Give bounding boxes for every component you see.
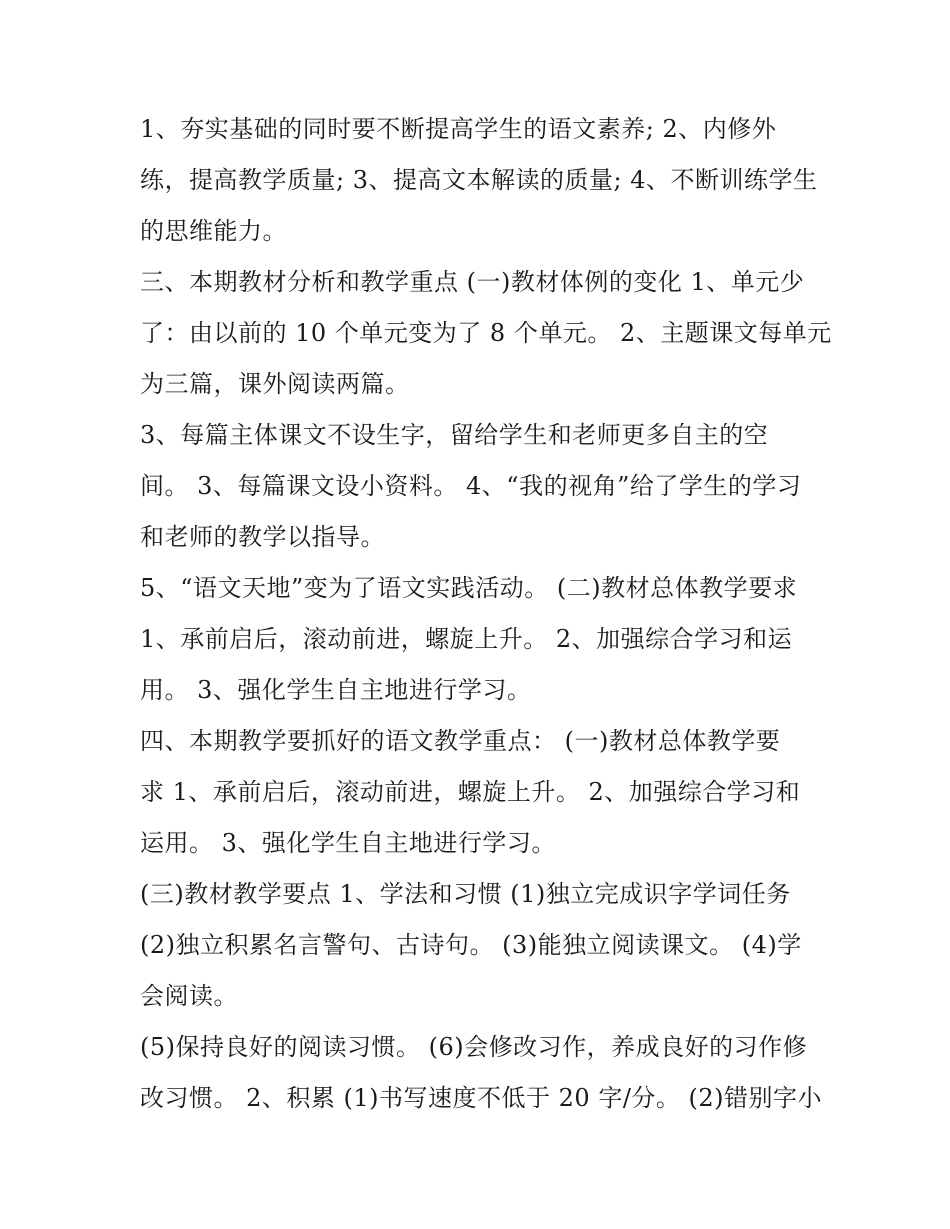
paragraph-3 — [140, 410, 820, 563]
text-line: 5、“语文天地”变为了语文实践活动。 (二)教材总体教学要求 — [140, 574, 798, 602]
text-line: 运用。 3、强化学生自主地进行学习。 — [140, 829, 556, 857]
text-line: 和老师的教学以指导。 — [140, 523, 385, 551]
paragraph-5 — [140, 716, 820, 869]
text-line: 1、承前启后，滚动前进，螺旋上升。 2、加强综合学习和运 — [140, 625, 793, 653]
text-line: 间。 3、每篇课文设小资料。 4、“我的视角”给了学生的学习 — [140, 472, 802, 500]
paragraph-6 — [140, 869, 820, 1022]
text-line: 1、夯实基础的同时要不断提高学生的语文素养; 2、内修外 — [140, 115, 777, 143]
document-body — [140, 104, 832, 1124]
text-line: 用。 3、强化学生自主地进行学习。 — [140, 676, 532, 704]
text-line: (三)教材教学要点 1、学法和习惯 (1)独立完成识字学词任务 — [140, 880, 791, 908]
text-line: 了：由以前的 10 个单元变为了 8 个单元。 2、主题课文每单元 — [140, 319, 832, 347]
text-line: (2)独立积累名言警句、古诗句。 (3)能独立阅读课文。 (4)学 — [140, 931, 802, 959]
paragraph-2 — [140, 257, 832, 410]
text-line: 会阅读。 — [140, 982, 238, 1010]
paragraph-4 — [140, 563, 820, 716]
text-line: 的思维能力。 — [140, 217, 287, 245]
paragraph-7 — [140, 1022, 823, 1124]
text-line: (5)保持良好的阅读习惯。 (6)会修改习作，养成良好的习作修 — [140, 1033, 808, 1061]
text-line: 为三篇，课外阅读两篇。 — [140, 370, 410, 398]
text-line: 改习惯。 2、积累 (1)书写速度不低于 20 字/分。 (2)错别字小 — [140, 1084, 823, 1112]
text-line: 练，提高教学质量; 3、提高文本解读的质量; 4、不断训练学生 — [140, 166, 818, 194]
paragraph-1 — [140, 104, 820, 257]
text-line: 三、本期教材分析和教学重点 (一)教材体例的变化 1、单元少 — [140, 268, 805, 296]
text-line: 四、本期教学要抓好的语文教学重点： (一)教材总体教学要 — [140, 727, 781, 755]
text-line: 求 1、承前启后，滚动前进，螺旋上升。 2、加强综合学习和 — [140, 778, 801, 806]
text-line: 3、每篇主体课文不设生字，留给学生和老师更多自主的空 — [140, 421, 769, 449]
